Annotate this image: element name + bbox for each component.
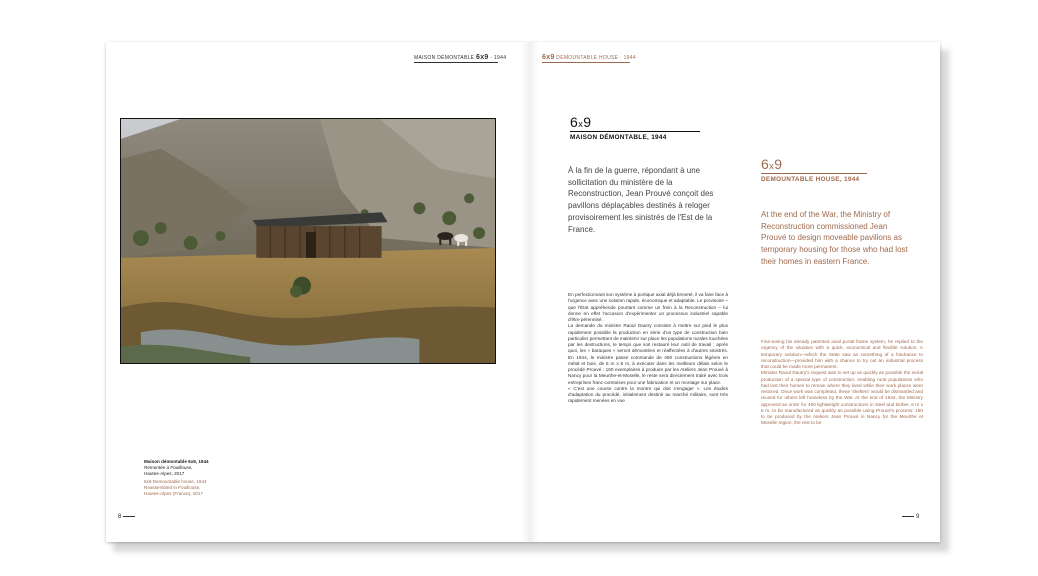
fr-body-paragraph: « C'est une course contre la montre qui doit s'engager ». Les études d'adaptation du procédé, initialement destiné au marché militaire, sont très rapidement menées en vue [568,385,728,404]
en-body-text [761,339,923,427]
caption-en-title: 6x9 Demountable house, 1944 [144,478,207,484]
fr-heading [570,114,700,141]
en-model-number [761,156,867,172]
en-num-length: 9 [774,156,783,172]
fr-heading-rule [570,131,700,132]
en-num-width: 6 [761,156,770,172]
fr-num-width: 6 [570,114,579,130]
caption-en-line-3: Hautes-Alpes (France), 2017 [144,491,203,497]
running-header-left-number: 6x9 [476,54,489,61]
en-heading [761,156,867,183]
running-header-right-number: 6x9 [542,54,555,61]
prefabricated-house-photo [120,118,496,364]
en-num-x: x [769,161,775,171]
fr-lead-paragraph: À la fin de la guerre, répondant à une sollicitation du ministère de la Reconstruction, Jean Prouvé conçoit des pavillons déplaçables destinés à reloger provisoirement les sinistrés de l'Est de la France. [568,166,714,234]
en-body-paragraph: Fine-tuning his already patented axial portal frame system, he replied to the urgency of the situation with a quick, economical and flexible solution. A temporary solution—which the State saw as something of a hindrance to reconstruction—provided him with a chance to try out an industrial process that could be made more permanent. [761,339,923,369]
fr-body-paragraph: La demande du ministre Raoul Dautry consiste à mettre sur pied le plus rapidement possible la production en série d'un type de construction bien particulier permettant de maintenir sur place les populations rurales touchées par les destructions, le temps que soit restauré leur outil de travail ; après quoi, les « baraques » seront démontées et réaffectées à d'autres sinistrés. En 1944, le ministre passe commande de 450 constructions légères en métal et bois, de 6 m x 6 m, à exécuter dans les meilleurs délais selon le procédé Prouvé : 160 exemplaires à produire par les Ateliers Jean Prouvé à Nancy pour la Meurthe-et-Moselle, le reste sera directement traité avec trois entreprises franc-comtoises pour une fabrication et un montage sur place. [568,323,728,385]
caption-en-line-2: Reassembled in Fouillouse, [144,484,201,490]
landscape-illustration [121,119,495,363]
running-header-left-text: MAISON DÉMONTABLE [414,55,475,61]
page-number-right: 9 [902,514,919,520]
running-header-right [542,54,636,63]
fr-model-number [570,114,700,130]
running-header-left-year: · 1944 [490,55,507,61]
fr-body-text [568,292,728,405]
running-header-left [414,54,507,63]
fr-subtitle: MAISON DÉMONTABLE, 1944 [570,134,667,141]
caption-fr-line-3: Hautes-Alpes, 2017 [144,471,185,477]
page-number-left: 8 [118,514,135,520]
caption-fr-line-2: Remontée à Fouillouse, [144,465,193,471]
running-header-right-text: DEMOUNTABLE HOUSE · 1944 [556,55,636,61]
en-subtitle: DEMOUNTABLE HOUSE, 1944 [761,176,860,183]
caption-fr-title: Maison démontable 6x9, 1944 [144,459,209,464]
fr-num-x: x [578,119,584,129]
en-heading-rule [761,173,867,174]
fr-body-paragraph: En perfectionnant son système à portique axial déjà breveté, il va faire face à l'urgence avec une solution rapide, économique et adaptable. Le provisoire – que l'État appréhende pourtant comme un frein à la Reconstruction – lui donne en effet l'occasion d'expérimenter un processus industriel capable d'être pérennisé. [568,292,728,322]
photo-caption [144,459,254,497]
book-gutter [521,42,539,542]
book-spread [106,42,940,542]
fr-num-length: 9 [583,114,592,130]
en-body-paragraph: Minister Raoul Dautry's request was to set up as quickly as possible the serial production of a special type of construction, enabling rural populations who had lost their homes to remain where they lived while their work places were restored. Once work was completed, these 'shelters' would be dismantled and reused for others left homeless by the War. At the end of 1944, the Ministry approved an order for 450 lightweight constructions in steel and timber, 6 m x 6 m, to be manufactured as quickly as possible using Prouvé's process: 160 to be produced by the Ateliers Jean Prouvé in Nancy for the Meurthe et Moselle region, the rest to be [761,370,923,426]
en-lead-paragraph: At the end of the War, the Ministry of Reconstruction commissioned Jean Prouvé to design moveable pavilions as temporary housing for those who had lost their homes in eastern France. [761,210,908,266]
cabin-shape [252,212,387,258]
